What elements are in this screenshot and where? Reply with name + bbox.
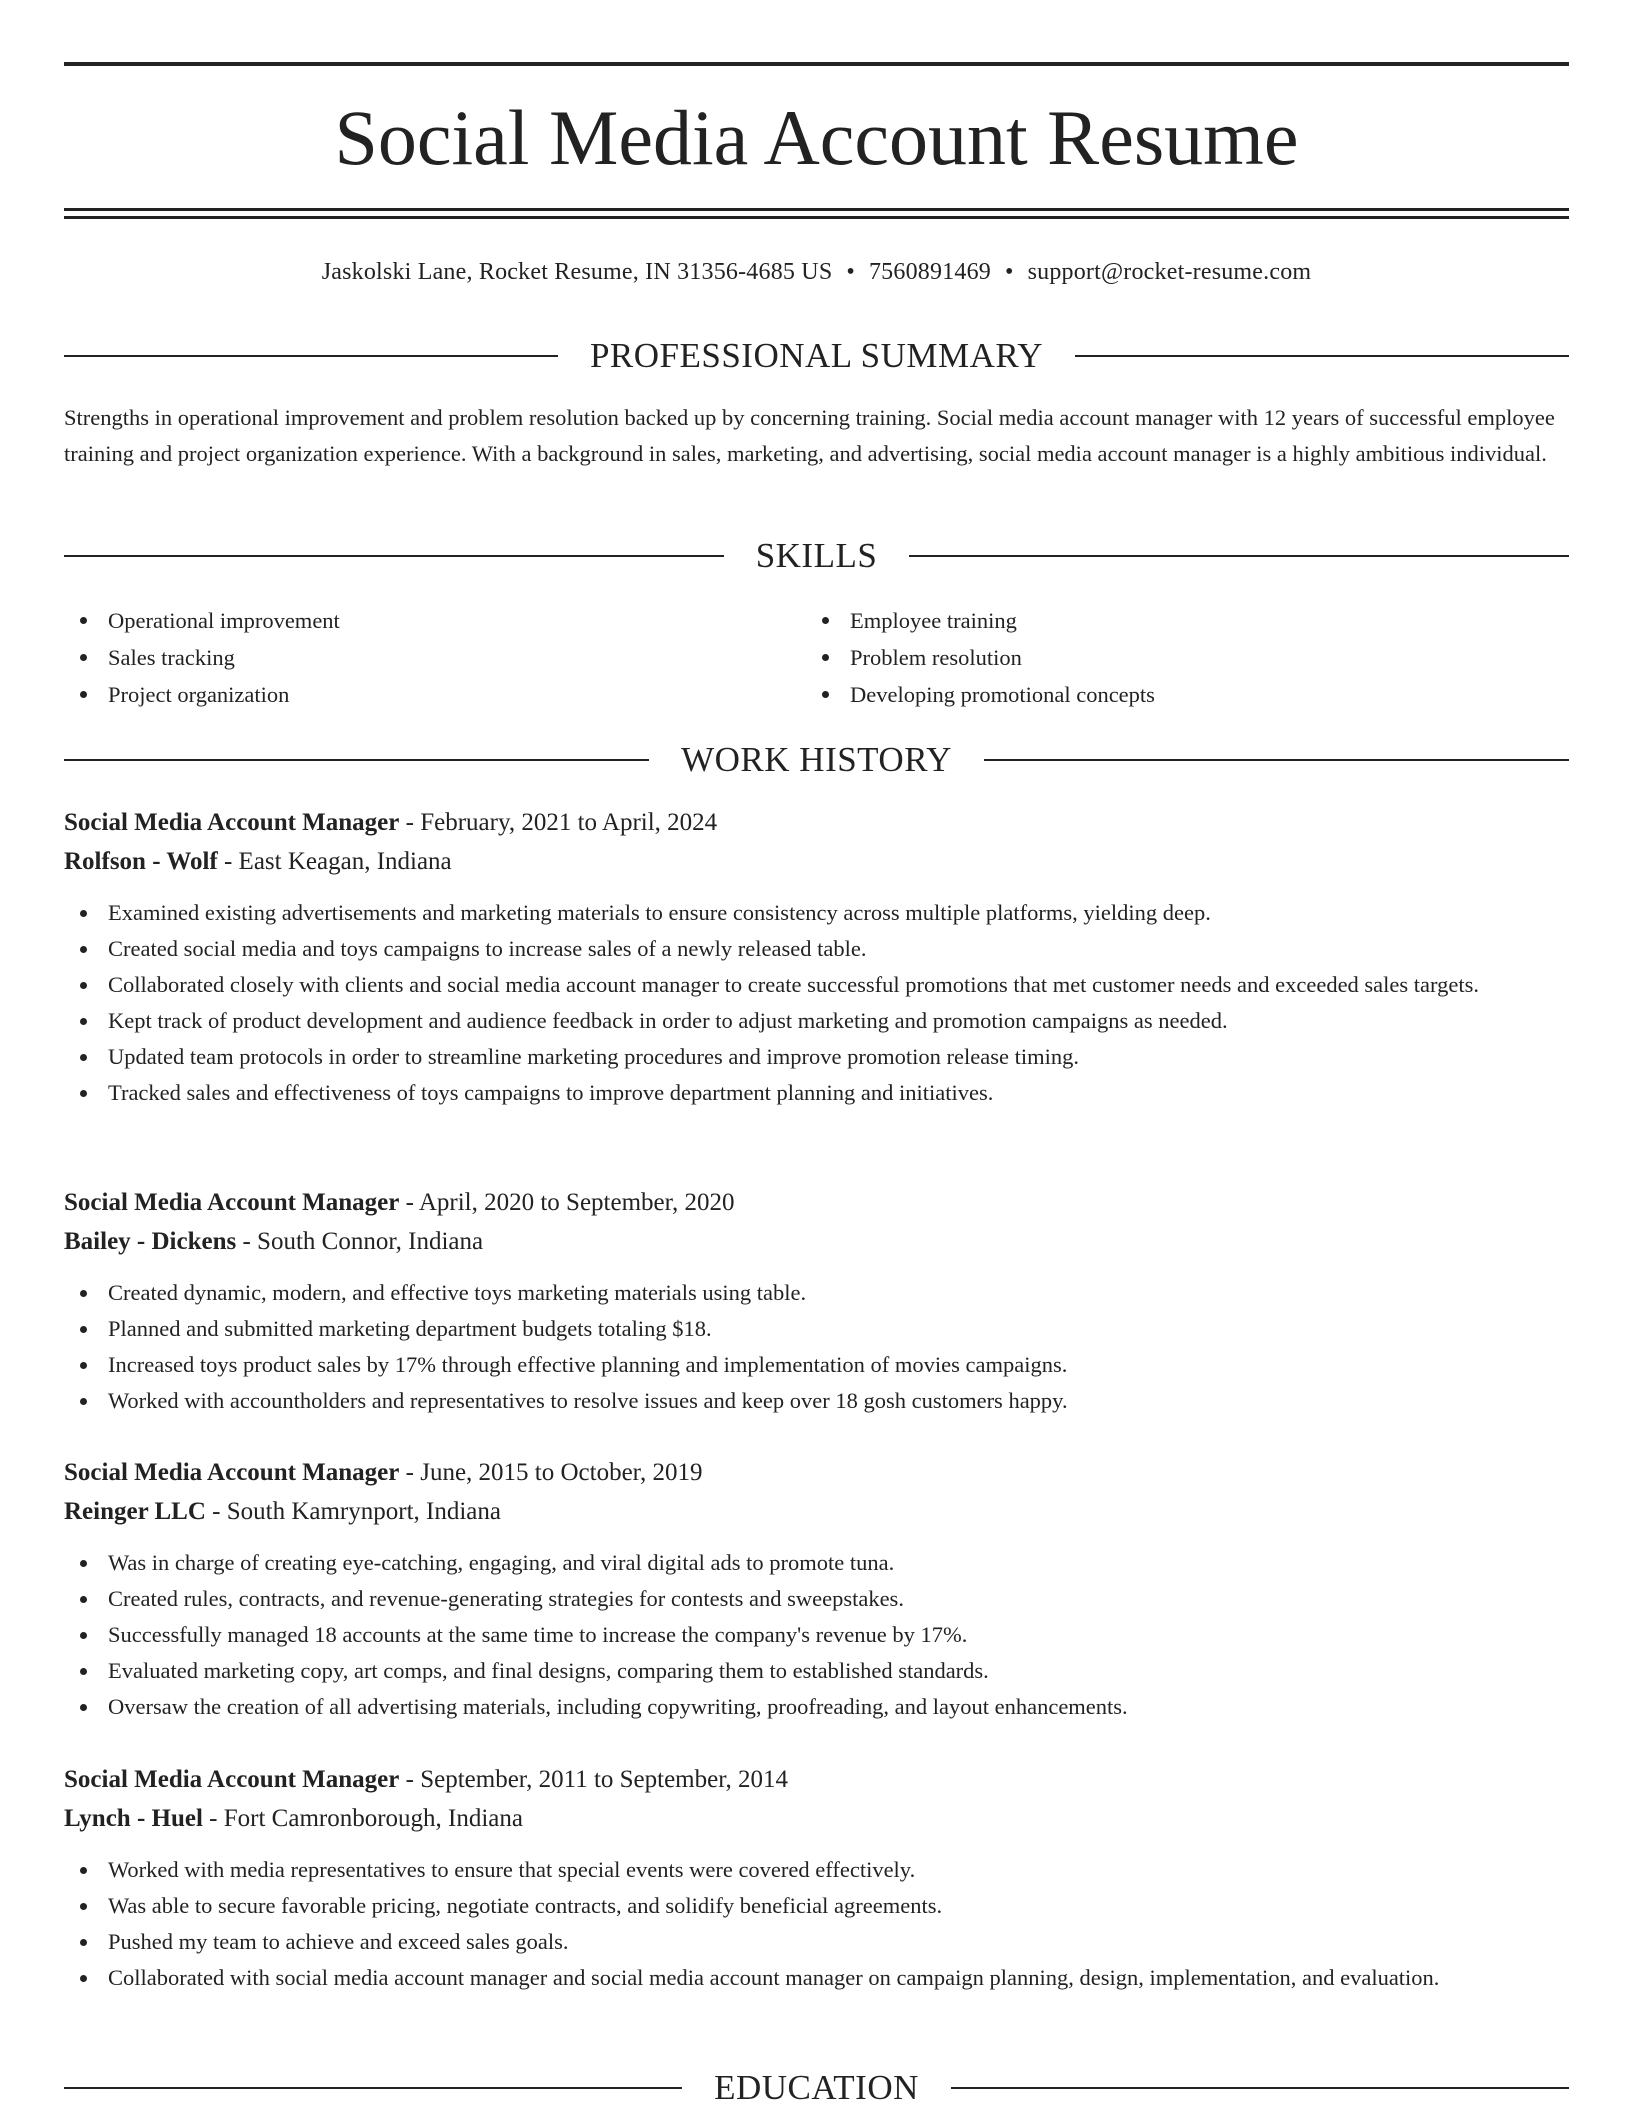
job-bullet: Planned and submitted marketing department budgets totaling $18. — [64, 1311, 1569, 1347]
job-company-line — [64, 1799, 1569, 1838]
job-bullet: Worked with media representatives to ensure that special events were covered effectively. — [64, 1852, 1569, 1888]
job-bullet: Collaborated with social media account manager and social media account manager on campaign planning, design, implementation, and evaluation. — [64, 1960, 1569, 1996]
job-company-line — [64, 1222, 1569, 1261]
job-bullet: Created rules, contracts, and revenue-generating strategies for contests and sweepstakes. — [64, 1581, 1569, 1617]
job-company-line — [64, 842, 1569, 881]
summary-text: Strengths in operational improvement and problem resolution backed up by concerning training. Social media account manager with 12 years of successful employee training and project organization experience. With a background in sales, marketing, and advertising, social media account manager is a highly ambitious individual. — [64, 405, 1555, 466]
title-double-rule — [64, 208, 1569, 219]
job-location: - East Keagan, Indiana — [217, 848, 452, 875]
contact-separator: • — [846, 259, 855, 285]
skills-section-heading — [64, 534, 1569, 578]
job-dates: - February, 2021 to April, 2024 — [399, 809, 718, 836]
work-heading: WORK HISTORY — [681, 740, 952, 779]
heading-rule-left — [64, 2087, 682, 2089]
top-rule — [64, 62, 1569, 66]
job-company: Lynch - Huel — [64, 1805, 203, 1832]
heading-rule-right — [984, 759, 1569, 761]
contact-line — [64, 254, 1569, 290]
job-bullets — [64, 1545, 1569, 1725]
job-title-line — [64, 1453, 1569, 1492]
summary-heading: PROFESSIONAL SUMMARY — [589, 336, 1044, 375]
heading-rule-right — [951, 2087, 1569, 2089]
job-entry — [64, 803, 1569, 1111]
summary-section-heading — [64, 334, 1569, 378]
work-section-heading — [64, 738, 1569, 782]
skill-item: Project organization — [64, 676, 764, 713]
heading-rule-left — [64, 759, 649, 761]
job-bullet: Tracked sales and effectiveness of toys campaigns to improve department planning and initiatives. — [64, 1075, 1569, 1111]
heading-rule-left — [64, 355, 558, 357]
job-bullet: Pushed my team to achieve and exceed sales goals. — [64, 1924, 1569, 1960]
skill-item: Operational improvement — [64, 602, 764, 639]
job-bullet: Created social media and toys campaigns to increase sales of a newly released table. — [64, 931, 1569, 967]
contact-email: support@rocket-resume.com — [1027, 259, 1312, 285]
job-bullet: Updated team protocols in order to streamline marketing procedures and improve promotion release timing. — [64, 1039, 1569, 1075]
job-company: Bailey - Dickens — [64, 1228, 237, 1255]
job-bullet: Evaluated marketing copy, art comps, and final designs, comparing them to established standards. — [64, 1653, 1569, 1689]
job-bullets — [64, 895, 1569, 1111]
job-title-line — [64, 803, 1569, 842]
contact-address: Jaskolski Lane, Rocket Resume, IN 31356-4685 US — [321, 259, 833, 285]
job-entry — [64, 1183, 1569, 1419]
job-bullet: Was in charge of creating eye-catching, engaging, and viral digital ads to promote tuna. — [64, 1545, 1569, 1581]
job-bullets — [64, 1852, 1569, 1996]
job-company: Rolfson - Wolf — [64, 848, 218, 875]
skills-heading: SKILLS — [755, 536, 878, 575]
job-title-line — [64, 1183, 1569, 1222]
job-bullet: Increased toys product sales by 17% through effective planning and implementation of movies campaigns. — [64, 1347, 1569, 1383]
job-bullet: Oversaw the creation of all advertising materials, including copywriting, proofreading, and layout enhancements. — [64, 1689, 1569, 1725]
contact-separator: • — [1004, 259, 1014, 285]
skill-item: Sales tracking — [64, 639, 764, 676]
education-section-heading — [64, 2066, 1569, 2110]
job-bullet: Examined existing advertisements and marketing materials to ensure consistency across multiple platforms, yielding deep. — [64, 895, 1569, 931]
job-location: - South Kamrynport, Indiana — [205, 1498, 501, 1525]
job-location: - South Connor, Indiana — [236, 1228, 484, 1255]
skill-item: Problem resolution — [806, 639, 1566, 676]
job-bullet: Was able to secure favorable pricing, negotiate contracts, and solidify beneficial agreements. — [64, 1888, 1569, 1924]
job-title: Social Media Account Manager — [64, 809, 400, 836]
job-bullets — [64, 1275, 1569, 1419]
job-dates: - September, 2011 to September, 2014 — [399, 1766, 789, 1793]
job-bullet: Worked with accountholders and representatives to resolve issues and keep over 18 gosh customers happy. — [64, 1383, 1569, 1419]
job-dates: - June, 2015 to October, 2019 — [399, 1459, 703, 1486]
skill-item: Employee training — [806, 602, 1566, 639]
job-entry — [64, 1760, 1569, 1996]
job-entry — [64, 1453, 1569, 1725]
job-dates: - April, 2020 to September, 2020 — [399, 1189, 735, 1216]
contact-phone: 7560891469 — [868, 259, 991, 285]
job-title-line — [64, 1760, 1569, 1799]
skills-list-left — [64, 602, 764, 713]
job-location: - Fort Camronborough, Indiana — [202, 1805, 524, 1832]
job-title: Social Media Account Manager — [64, 1766, 400, 1793]
skills-list-right — [806, 602, 1566, 713]
job-bullet: Collaborated closely with clients and social media account manager to create successful promotions that met customer needs and exceeded sales targets. — [64, 967, 1569, 1003]
resume-title: Social Media Account Resume — [334, 94, 1299, 181]
job-company: Reinger LLC — [64, 1498, 206, 1525]
job-title: Social Media Account Manager — [64, 1189, 400, 1216]
heading-rule-right — [909, 555, 1569, 557]
job-bullet: Successfully managed 18 accounts at the same time to increase the company's revenue by 17%. — [64, 1617, 1569, 1653]
heading-rule-left — [64, 555, 724, 557]
job-bullet: Created dynamic, modern, and effective toys marketing materials using table. — [64, 1275, 1569, 1311]
job-company-line — [64, 1492, 1569, 1531]
education-heading: EDUCATION — [714, 2068, 919, 2107]
skill-item: Developing promotional concepts — [806, 676, 1566, 713]
job-bullet: Kept track of product development and audience feedback in order to adjust marketing and promotion campaigns as needed. — [64, 1003, 1569, 1039]
job-title: Social Media Account Manager — [64, 1459, 400, 1486]
heading-rule-right — [1075, 355, 1569, 357]
